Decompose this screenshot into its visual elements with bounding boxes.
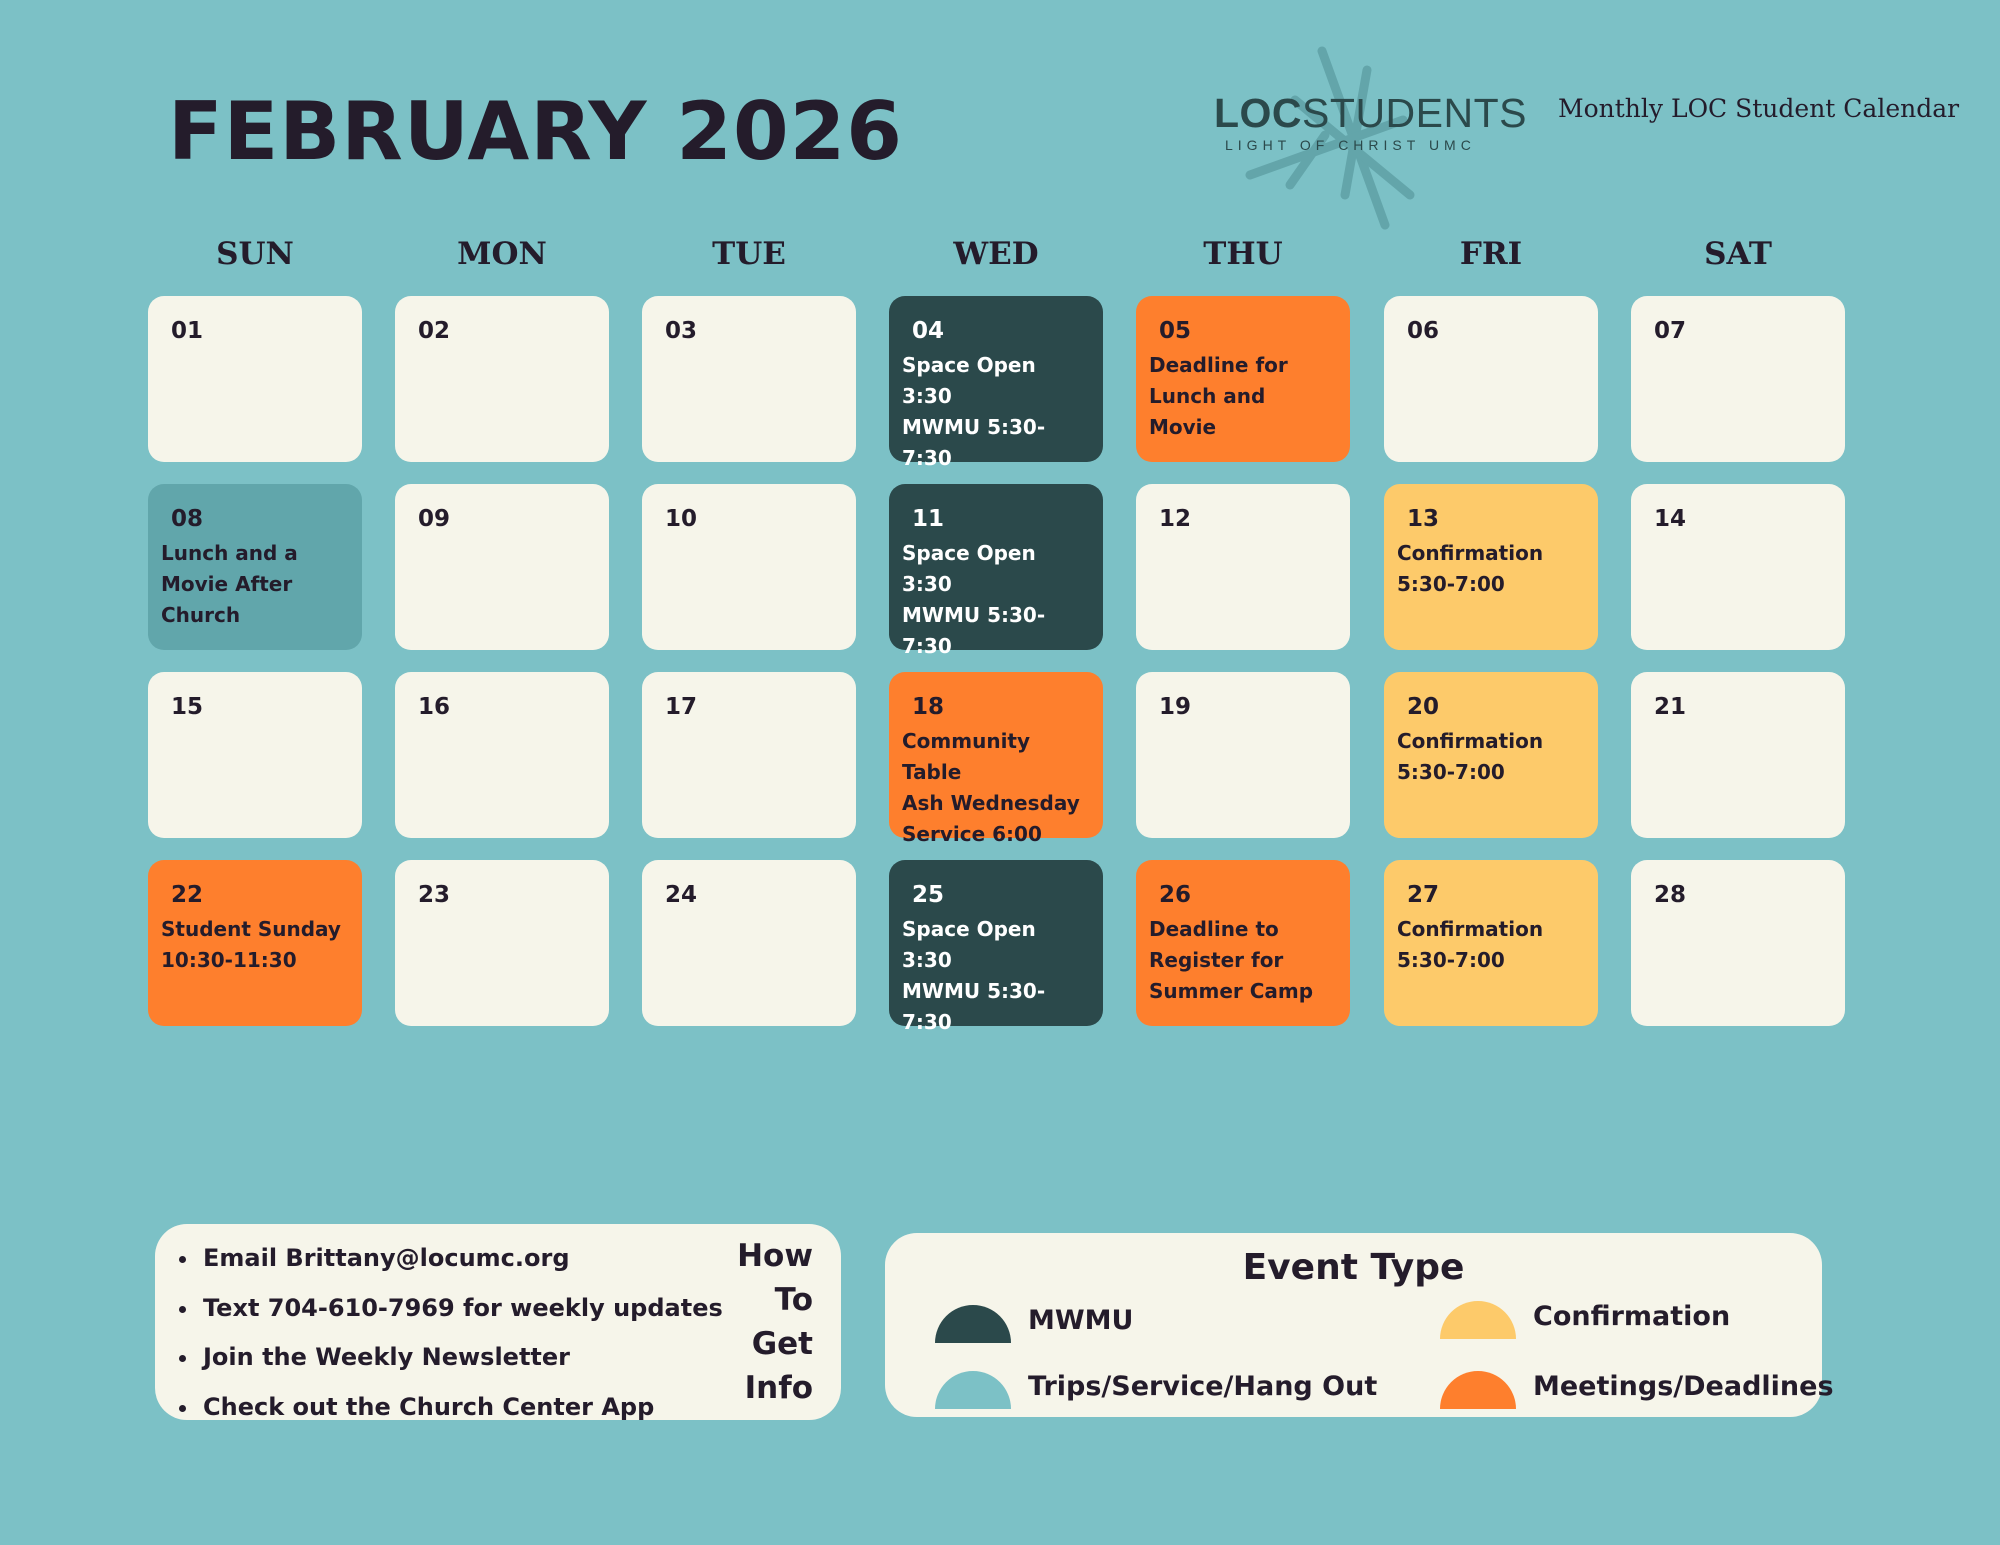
day-cell[interactable] — [395, 296, 609, 462]
day-cell[interactable] — [642, 484, 856, 650]
day-number: 06 — [1407, 318, 1440, 344]
event-text: Community Table Ash Wednesday Service 6:00 — [902, 729, 1080, 846]
day-number: 07 — [1654, 318, 1687, 344]
day-cell[interactable] — [1384, 296, 1598, 462]
info-list — [177, 1234, 723, 1432]
day-number: 14 — [1654, 506, 1687, 532]
day-number: 24 — [665, 882, 698, 908]
half-circle-icon — [1440, 1301, 1516, 1339]
day-number: 09 — [418, 506, 451, 532]
day-number: 05 — [1159, 318, 1192, 344]
day-cell[interactable] — [889, 860, 1103, 1034]
event-text: Student Sunday 10:30-11:30 — [161, 917, 341, 972]
day-cell[interactable] — [1384, 860, 1598, 1026]
half-circle-icon — [935, 1371, 1011, 1409]
event-text: Space Open 3:30 MWMU 5:30-7:30 — [902, 541, 1046, 658]
day-cell[interactable] — [642, 296, 856, 462]
day-number: 15 — [171, 694, 204, 720]
day-number: 22 — [171, 882, 204, 908]
day-number: 28 — [1654, 882, 1687, 908]
day-cell[interactable] — [395, 484, 609, 650]
legend-label: Confirmation — [1533, 1301, 1731, 1332]
day-cell[interactable] — [395, 860, 609, 1026]
page-title: FEBRUARY 2026 — [168, 85, 903, 178]
day-number: 11 — [912, 506, 945, 532]
legend-title: Event Type — [1242, 1247, 1465, 1288]
info-item-app: Check out the Church Center App — [177, 1383, 723, 1433]
day-number: 13 — [1407, 506, 1440, 532]
event-text: Confirmation 5:30-7:00 — [1397, 917, 1544, 972]
event-text: Confirmation 5:30-7:00 — [1397, 729, 1544, 784]
day-cell[interactable] — [1631, 484, 1845, 650]
day-number: 20 — [1407, 694, 1440, 720]
day-number: 12 — [1159, 506, 1192, 532]
day-number: 01 — [171, 318, 204, 344]
legend-label: Trips/Service/Hang Out — [1028, 1371, 1378, 1402]
event-text: Space Open 3:30 MWMU 5:30-7:30 — [902, 917, 1046, 1034]
day-cell[interactable] — [642, 860, 856, 1026]
day-cell[interactable] — [148, 484, 362, 650]
day-cell[interactable] — [1631, 860, 1845, 1026]
day-cell[interactable] — [148, 296, 362, 462]
info-item-text: Text 704-610-7969 for weekly updates — [177, 1284, 723, 1334]
half-circle-icon — [935, 1305, 1011, 1343]
half-circle-icon — [1440, 1371, 1516, 1409]
day-number: 25 — [912, 882, 945, 908]
day-number: 10 — [665, 506, 698, 532]
legend-label: MWMU — [1028, 1305, 1134, 1336]
day-cell[interactable] — [148, 672, 362, 838]
weekday-thu: THU — [1203, 236, 1283, 272]
day-number: 19 — [1159, 694, 1192, 720]
day-number: 16 — [418, 694, 451, 720]
day-number: 17 — [665, 694, 698, 720]
event-text: Confirmation 5:30-7:00 — [1397, 541, 1544, 596]
event-text: Deadline for Lunch and Movie — [1149, 353, 1288, 439]
day-cell[interactable] — [1136, 672, 1350, 838]
info-box — [155, 1224, 841, 1420]
weekday-wed: WED — [953, 236, 1039, 272]
info-item-newsletter: Join the Weekly Newsletter — [177, 1333, 723, 1383]
event-text: Space Open 3:30 MWMU 5:30-7:30 — [902, 353, 1046, 470]
info-heading: How To Get Info — [737, 1238, 813, 1406]
day-number: 23 — [418, 882, 451, 908]
logo-wordmark: LOCSTUDENTS — [1214, 90, 1528, 136]
weekday-sun: SUN — [216, 236, 294, 272]
day-cell[interactable] — [889, 484, 1103, 658]
day-cell[interactable] — [642, 672, 856, 838]
day-cell[interactable] — [1384, 672, 1598, 838]
weekday-tue: TUE — [712, 236, 786, 272]
day-cell[interactable] — [395, 672, 609, 838]
day-number: 18 — [912, 694, 945, 720]
day-number: 26 — [1159, 882, 1192, 908]
logo-tagline: LIGHT OF CHRIST UMC — [1225, 137, 1476, 153]
calendar-subtitle: Monthly LOC Student Calendar — [1558, 94, 1960, 123]
day-cell[interactable] — [1384, 484, 1598, 650]
day-cell[interactable] — [148, 860, 362, 1026]
event-text: Deadline to Register for Summer Camp — [1149, 917, 1314, 1003]
event-type-legend — [885, 1233, 1834, 1417]
day-cell[interactable] — [1631, 296, 1845, 462]
loc-students-logo — [1205, 45, 1528, 235]
day-number: 21 — [1654, 694, 1687, 720]
day-number: 02 — [418, 318, 451, 344]
day-number: 27 — [1407, 882, 1440, 908]
day-cell[interactable] — [1136, 860, 1350, 1026]
weekday-sat: SAT — [1704, 236, 1772, 272]
day-cell[interactable] — [1136, 484, 1350, 650]
weekday-fri: FRI — [1459, 236, 1523, 272]
day-number: 08 — [171, 506, 204, 532]
day-number: 04 — [912, 318, 945, 344]
weekday-mon: MON — [457, 236, 547, 272]
legend-label: Meetings/Deadlines — [1533, 1371, 1834, 1402]
info-item-email: Email Brittany@locumc.org — [177, 1234, 723, 1284]
day-cell[interactable] — [889, 296, 1103, 470]
day-cell[interactable] — [1136, 296, 1350, 462]
day-cell[interactable] — [1631, 672, 1845, 838]
day-cell[interactable] — [889, 672, 1103, 846]
event-text: Lunch and a Movie After Church — [161, 541, 298, 627]
day-number: 03 — [665, 318, 698, 344]
